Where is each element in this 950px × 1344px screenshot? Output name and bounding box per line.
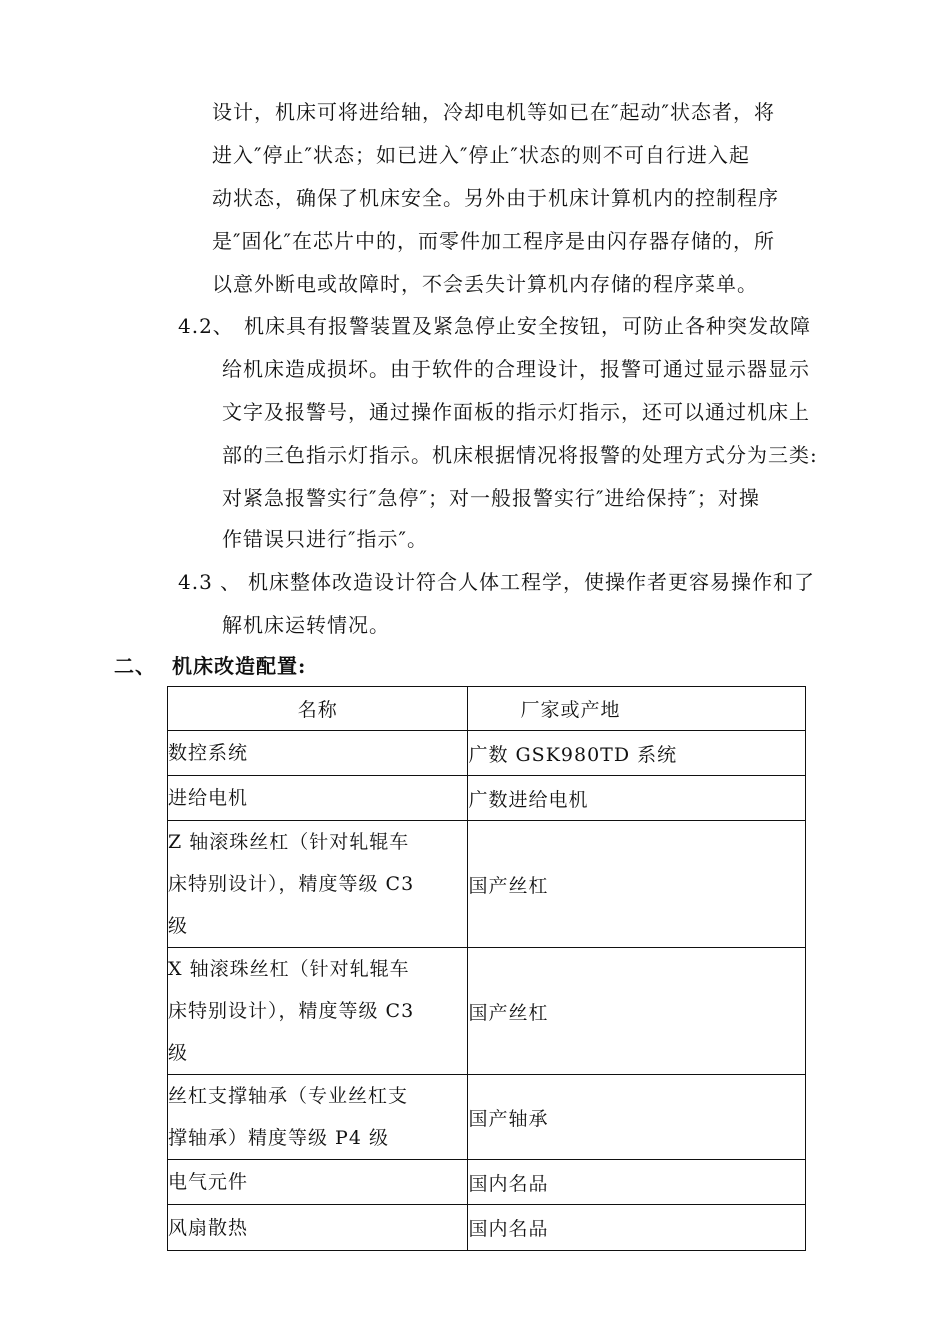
table-row (168, 1160, 806, 1205)
table-row (168, 821, 806, 948)
paragraph-line: 是″固化″在芯片中的，而零件加工程序是由闪存器存储的，所 (212, 229, 775, 253)
paragraph-line: 设计，机床可将进给轴，冷却电机等如已在″起动″状态者，将 (212, 100, 775, 124)
paragraph-line: 以意外断电或故障时，不会丢失计算机内存储的程序菜单。 (212, 272, 758, 296)
list-item-text: 解机床运转情况。 (222, 613, 390, 637)
table-row (168, 948, 806, 1075)
list-item-text: 机床具有报警装置及紧急停止安全按钮，可防止各种突发故障 (244, 314, 811, 338)
list-item-4-3 (178, 570, 815, 594)
table-row (168, 776, 806, 821)
list-item-text: 作错误只进行″指示″。 (222, 527, 428, 551)
table-cell-name: 电气元件 (168, 1160, 468, 1205)
table-cell-name: X 轴滚珠丝杠（针对轧辊车 床特别设计），精度等级 C3 级 (168, 948, 468, 1075)
list-item-text: 给机床造成损坏。由于软件的合理设计，报警可通过显示器显示 (222, 357, 810, 381)
table-header-row (168, 687, 806, 731)
section-heading (114, 654, 306, 678)
section-number: 二、 (114, 654, 156, 678)
list-item-number: 4.3 、 (178, 570, 242, 594)
paragraph-line: 动状态，确保了机床安全。另外由于机床计算机内的控制程序 (212, 186, 779, 210)
table-cell-source: 国内名品 (468, 1205, 806, 1251)
table-cell-name: 丝杠支撑轴承（专业丝杠支 撑轴承）精度等级 P4 级 (168, 1075, 468, 1160)
table-cell-source: 国内名品 (468, 1160, 806, 1205)
table-header-source: 厂家或产地 (468, 687, 806, 731)
table-row (168, 1205, 806, 1251)
table-row (168, 731, 806, 776)
table-cell-source: 广数进给电机 (468, 776, 806, 821)
table-cell-name: 风扇散热 (168, 1205, 468, 1251)
list-item-text: 文字及报警号，通过操作面板的指示灯指示，还可以通过机床上 (222, 400, 810, 424)
config-table (167, 686, 806, 1251)
table-cell-source: 广数 GSK980TD 系统 (468, 731, 806, 776)
list-item-text: 对紧急报警实行″急停″；对一般报警实行″进给保持″；对操 (222, 486, 760, 510)
list-item-text: 机床整体改造设计符合人体工程学，使操作者更容易操作和了 (248, 570, 815, 594)
table-cell-source: 国产丝杠 (468, 948, 806, 1075)
table-cell-source: 国产轴承 (468, 1075, 806, 1160)
table-cell-name: 进给电机 (168, 776, 468, 821)
table-header-name: 名称 (168, 687, 468, 731)
list-item-text: 部的三色指示灯指示。机床根据情况将报警的处理方式分为三类: (222, 443, 818, 467)
paragraph-line: 进入″停止″状态；如已进入″停止″状态的则不可自行进入起 (212, 143, 750, 167)
table-cell-name: Z 轴滚珠丝杠（针对轧辊车 床特别设计），精度等级 C3 级 (168, 821, 468, 948)
list-item-number: 4.2、 (178, 314, 234, 338)
table-cell-source: 国产丝杠 (468, 821, 806, 948)
table-row (168, 1075, 806, 1160)
list-item-4-2 (178, 314, 811, 338)
section-title: 机床改造配置: (172, 654, 307, 678)
table-cell-name: 数控系统 (168, 731, 468, 776)
